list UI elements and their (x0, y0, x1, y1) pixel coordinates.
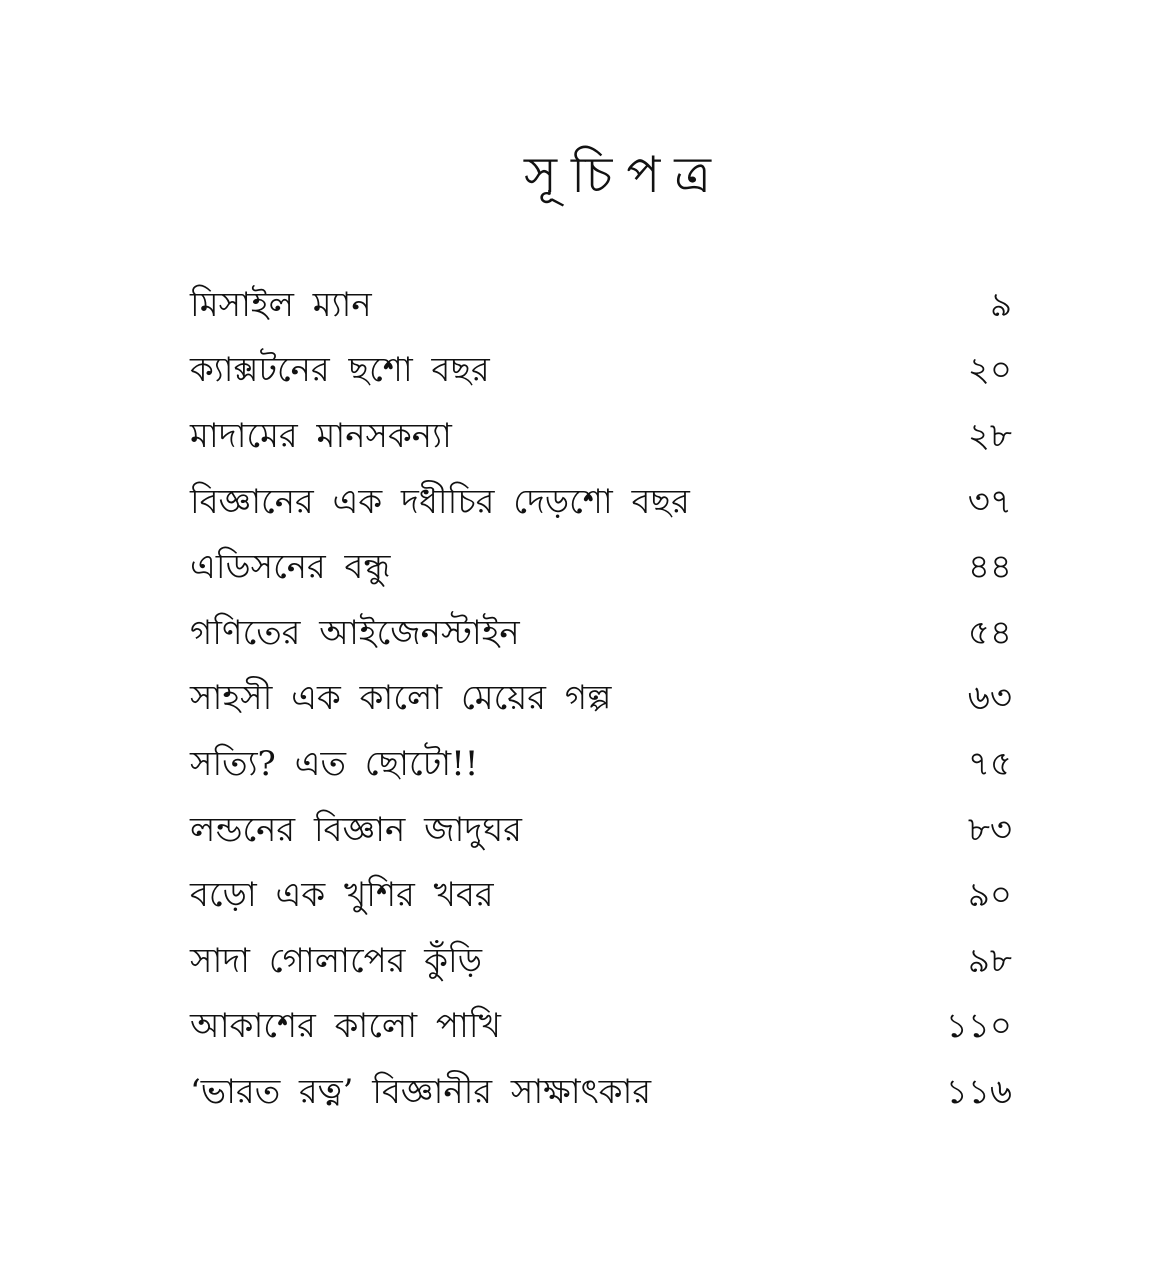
toc-entry (190, 994, 1020, 1060)
toc-entry-title: বিজ্ঞানের এক দধীচির দেড়শো বছর (190, 481, 690, 522)
toc-entry-page: ১১০ (945, 1006, 1012, 1047)
toc-entry-page: ৫৪ (967, 612, 1012, 653)
toc-entry-page: ৮৩ (967, 809, 1012, 850)
toc-entry (190, 600, 1020, 666)
toc-entry-title: ‘ভারত রত্ন’ বিজ্ঞানীর সাক্ষাৎকার (190, 1071, 652, 1112)
toc-entry (190, 534, 1020, 600)
toc-entry (190, 928, 1020, 994)
toc-entry (190, 338, 1020, 404)
toc-entry (190, 1059, 1020, 1125)
toc-entry-title: এডিসনের বন্ধু (190, 547, 391, 588)
toc-entry-page: ২০ (967, 350, 1012, 391)
toc-entry-page: ২৮ (967, 415, 1012, 456)
toc-entry (190, 403, 1020, 469)
toc-entry-page: ৭৫ (967, 743, 1012, 784)
toc-entry-title: আকাশের কালো পাখি (190, 1006, 501, 1047)
toc-entry-page: ৪৪ (967, 547, 1012, 588)
toc-entry-title: মিসাইল ম্যান (190, 284, 372, 325)
toc-entry-title: বড়ো এক খুশির খবর (190, 875, 494, 916)
toc-entry (190, 731, 1020, 797)
toc-entry-title: মাদামের মানসকন্যা (190, 415, 452, 456)
toc-entry-page: ৯৮ (967, 940, 1012, 981)
table-of-contents (190, 272, 1020, 1125)
toc-entry-page: ১১৬ (945, 1071, 1012, 1112)
page-title: সূচিপত্র (524, 146, 725, 204)
toc-entry-title: ক্যাক্সটনের ছশো বছর (190, 350, 490, 391)
toc-entry (190, 862, 1020, 928)
toc-entry-page: ৬৩ (967, 678, 1012, 719)
toc-entry (190, 469, 1020, 535)
toc-entry-title: গণিতের আইজেনস্টাইন (190, 612, 520, 653)
toc-entry (190, 272, 1020, 338)
toc-entry (190, 666, 1020, 732)
toc-entry-page: ৯ (989, 284, 1012, 325)
toc-entry-page: ৯০ (967, 875, 1012, 916)
toc-entry (190, 797, 1020, 863)
toc-entry-title: সাহসী এক কালো মেয়ের গল্প (190, 678, 612, 719)
toc-entry-title: লন্ডনের বিজ্ঞান জাদুঘর (190, 809, 522, 850)
toc-entry-title: সত্যি? এত ছোটো!! (190, 743, 479, 784)
toc-entry-page: ৩৭ (967, 481, 1012, 522)
toc-entry-title: সাদা গোলাপের কুঁড়ি (190, 940, 483, 981)
